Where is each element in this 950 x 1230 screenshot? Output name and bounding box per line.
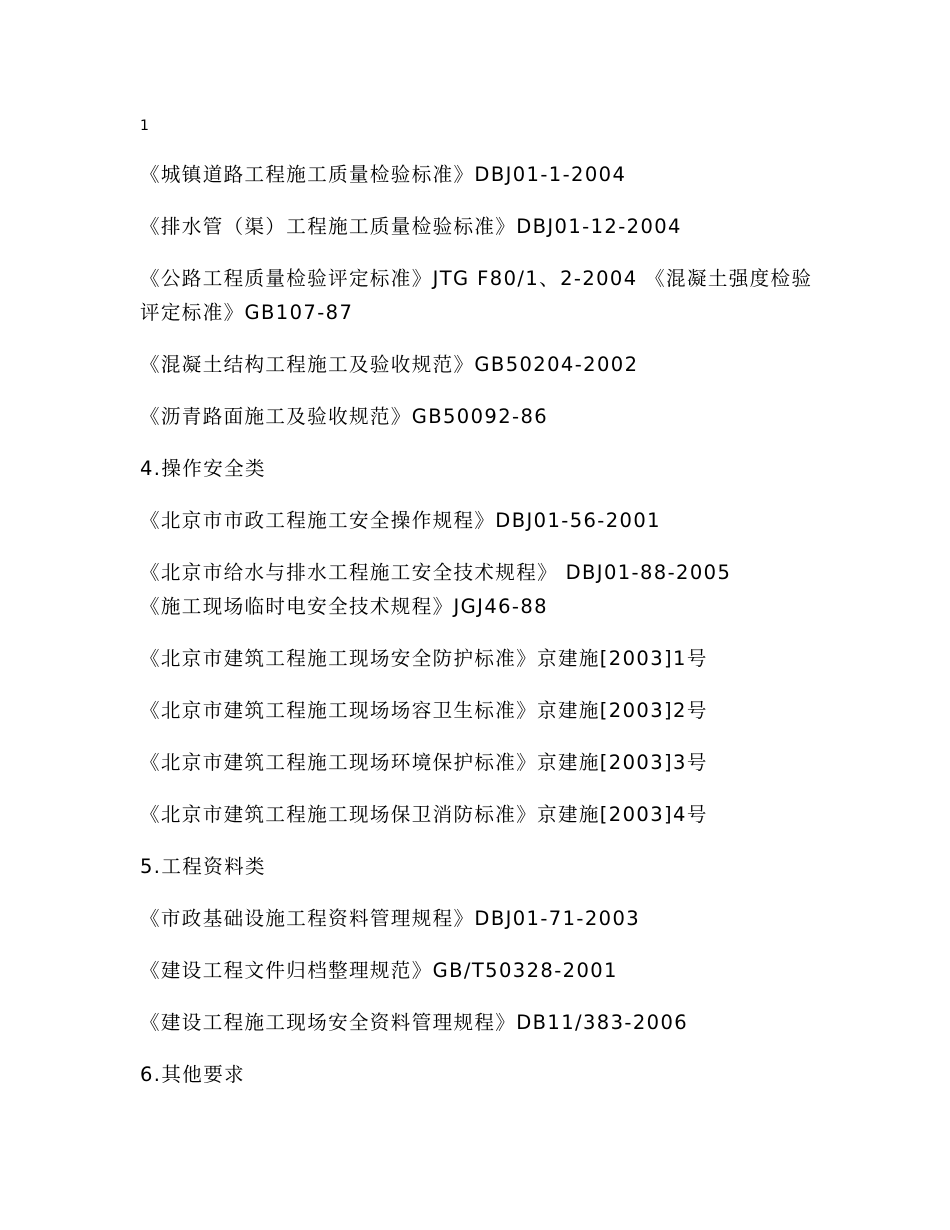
section-heading: 6.其他要求 [140, 1063, 246, 1086]
standard-line: 《混凝土结构工程施工及验收规范》GB50204-2002 [140, 353, 639, 376]
standard-line: 《沥青路面施工及验收规范》GB50092-86 [140, 405, 549, 428]
standard-line: 《市政基础设施工程资料管理规程》DBJ01-71-2003 [140, 907, 641, 930]
standard-line: 《建设工程文件归档整理规范》GB/T50328-2001 [140, 959, 618, 982]
page-number: 1 [140, 118, 149, 134]
standard-line: 《北京市建筑工程施工现场安全防护标准》京建施[2003]1号 [140, 647, 708, 670]
standard-line: 《排水管（渠）工程施工质量检验标准》DBJ01-12-2004 [140, 215, 682, 238]
document-body [140, 158, 820, 1110]
standard-line: 《建设工程施工现场安全资料管理规程》DB11/383-2006 [140, 1011, 689, 1034]
section-heading: 4.操作安全类 [140, 457, 266, 480]
standard-line: 《城镇道路工程施工质量检验标准》DBJ01-1-2004 [140, 163, 627, 186]
standard-line: 《北京市建筑工程施工现场保卫消防标准》京建施[2003]4号 [140, 803, 708, 826]
standard-line: 《施工现场临时电安全技术规程》JGJ46-88 [140, 595, 548, 618]
standard-line: 《北京市给水与排水工程施工安全技术规程》 DBJ01-88-2005 [140, 561, 732, 584]
section-heading: 5.工程资料类 [140, 855, 266, 878]
standard-line: 《北京市建筑工程施工现场场容卫生标准》京建施[2003]2号 [140, 699, 708, 722]
standard-line: 《北京市市政工程施工安全操作规程》DBJ01-56-2001 [140, 509, 661, 532]
standard-line: 《公路工程质量检验评定标准》JTG F80/1、2-2004 《混凝土强度检验评定标准》GB107-87 [140, 267, 813, 324]
standard-line: 《北京市建筑工程施工现场环境保护标准》京建施[2003]3号 [140, 751, 708, 774]
